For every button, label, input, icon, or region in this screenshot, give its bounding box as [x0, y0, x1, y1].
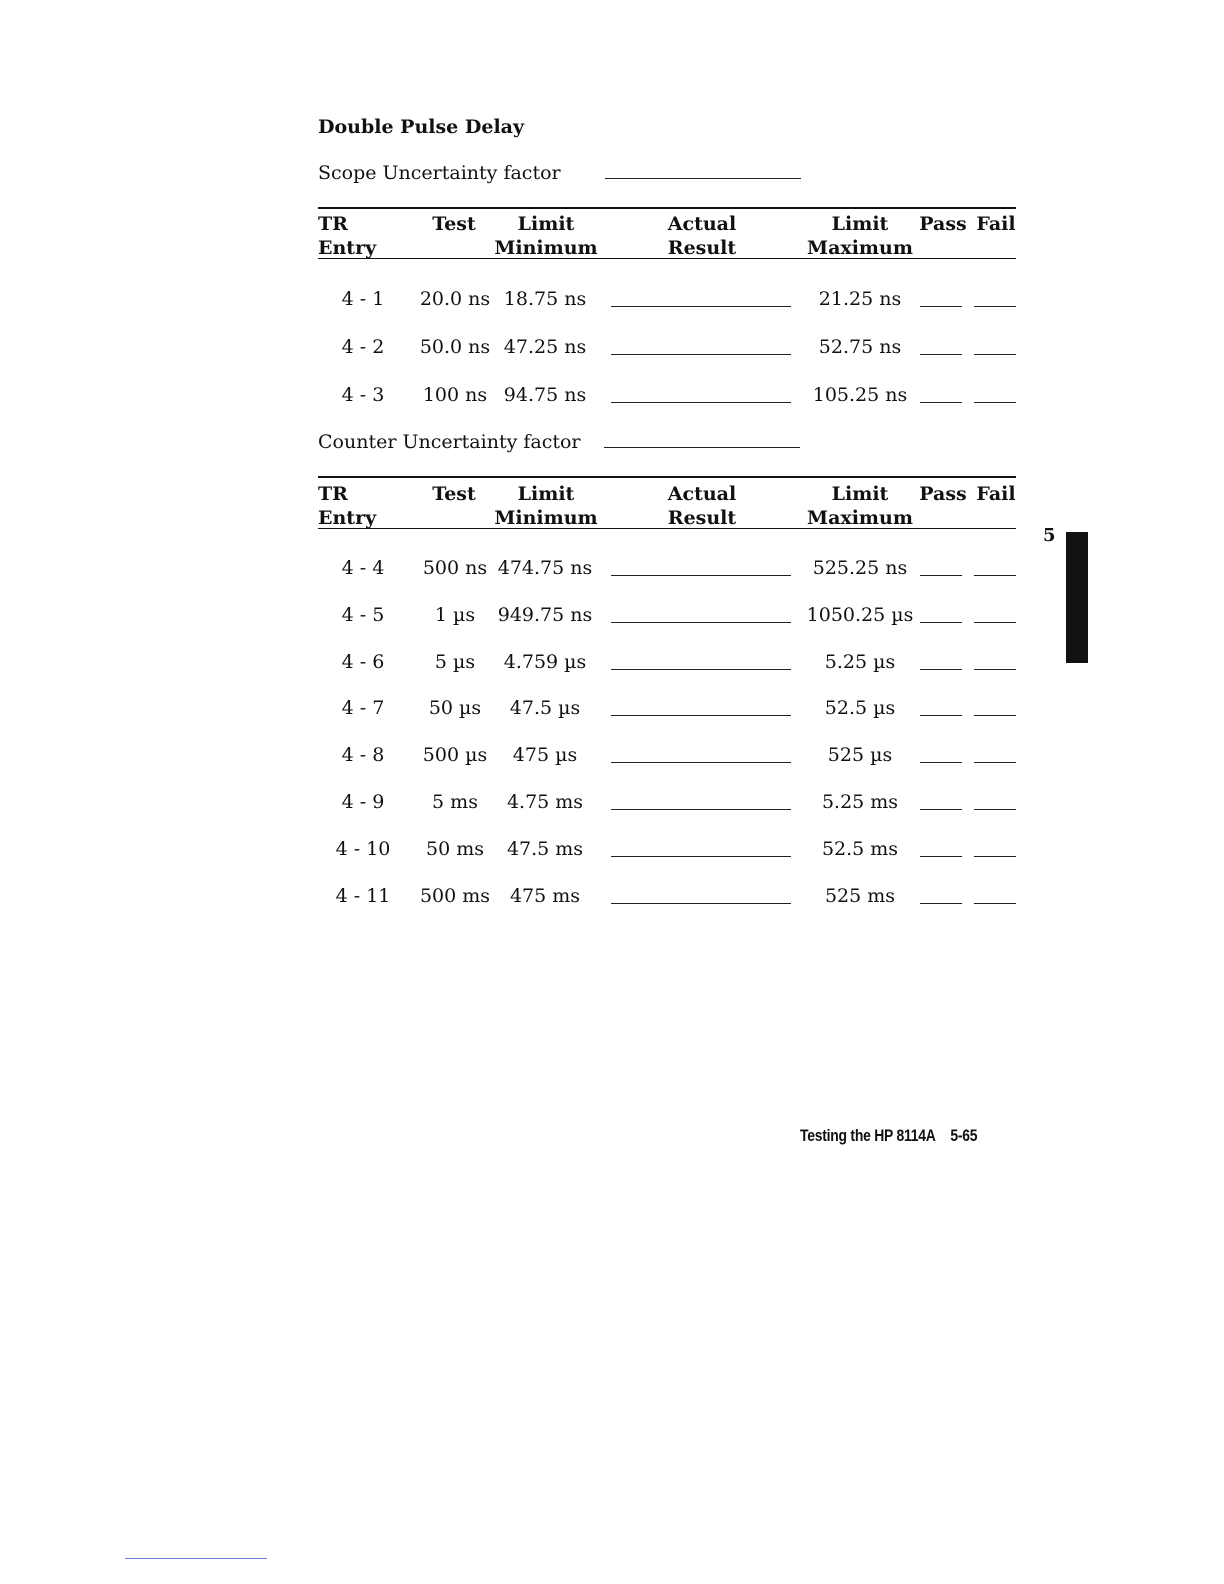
fail-blank[interactable] [974, 715, 1016, 716]
limit-maximum-cell: 1050.25 µs [806, 603, 914, 626]
tr-entry-cell: 4 - 8 [341, 744, 385, 767]
test-value-cell: 5 ms [432, 791, 478, 813]
limit-maximum-cell: 525 ms [824, 884, 896, 907]
test-value-cell: 20.0 ns [419, 288, 491, 310]
tr-entry-cell: 4 - 4 [341, 557, 385, 579]
actual-result-blank[interactable] [611, 306, 791, 307]
fail-blank[interactable] [974, 903, 1016, 904]
test-value-cell: 500 ns [422, 557, 488, 579]
limit-minimum-cell: 949.75 ns [497, 603, 593, 626]
actual-result-blank[interactable] [611, 622, 791, 623]
fail-blank[interactable] [974, 669, 1016, 670]
tr-entry-cell: 4 - 6 [341, 650, 385, 673]
test-value-cell: 500 ms [419, 884, 491, 907]
tr-entry-cell: 4 - 1 [341, 288, 385, 310]
pass-blank[interactable] [920, 622, 962, 623]
pass-blank[interactable] [920, 856, 962, 857]
counter-table-header-rule [318, 528, 1016, 529]
pass-blank[interactable] [920, 669, 962, 670]
limit-maximum-cell: 5.25 µs [824, 650, 896, 673]
limit-minimum-cell: 18.75 ns [503, 288, 587, 310]
counter-header-subtext: Maximum [807, 507, 913, 529]
counter-header-text: Actual [667, 483, 737, 505]
scope-table-top-rule [318, 207, 1016, 209]
scope-header-tr-entry [318, 212, 412, 260]
limit-minimum-cell: 47.5 ms [506, 837, 584, 860]
scope-header-limit-min [492, 212, 600, 260]
fail-blank[interactable] [974, 575, 1016, 576]
limit-maximum-cell: 105.25 ns [812, 384, 908, 406]
counter-header-actual [648, 482, 756, 530]
test-value-cell: 50.0 ns [419, 336, 491, 358]
scope-factor-blank[interactable] [605, 178, 801, 179]
fail-blank[interactable] [974, 809, 1016, 810]
fail-blank[interactable] [974, 402, 1016, 403]
scope-header-text: Limit [831, 213, 889, 235]
actual-result-blank[interactable] [611, 856, 791, 857]
scope-header-actual [648, 212, 756, 260]
tr-entry-cell: 4 - 9 [341, 791, 385, 813]
counter-header-text: Limit [517, 483, 575, 505]
counter-header-pass [918, 482, 968, 506]
counter-header-text: Test [432, 483, 476, 505]
actual-result-blank[interactable] [611, 809, 791, 810]
section-title: Double Pulse Delay [318, 116, 525, 138]
scope-header-test [428, 212, 480, 236]
counter-header-limit-min [492, 482, 600, 530]
scope-header-text: Fail [976, 213, 1016, 235]
scope-header-text: TR Entry [318, 213, 377, 259]
pass-blank[interactable] [920, 354, 962, 355]
limit-maximum-cell: 52.5 µs [824, 697, 896, 720]
tr-entry-cell: 4 - 2 [341, 336, 385, 358]
limit-minimum-cell: 94.75 ns [503, 384, 587, 406]
test-value-cell: 1 µs [434, 603, 476, 626]
tr-entry-cell: 4 - 7 [341, 697, 385, 720]
counter-header-tr-entry [318, 482, 412, 530]
pass-blank[interactable] [920, 306, 962, 307]
counter-header-subtext: Result [667, 507, 737, 529]
actual-result-blank[interactable] [611, 354, 791, 355]
actual-result-blank[interactable] [611, 903, 791, 904]
tr-entry-cell: 4 - 11 [335, 884, 391, 907]
actual-result-blank[interactable] [611, 669, 791, 670]
scope-header-fail [974, 212, 1018, 236]
pass-blank[interactable] [920, 575, 962, 576]
actual-result-blank[interactable] [611, 402, 791, 403]
scope-header-text: Limit [517, 213, 575, 235]
pass-blank[interactable] [920, 762, 962, 763]
limit-maximum-cell: 525 µs [827, 744, 893, 767]
limit-maximum-cell: 5.25 ms [821, 791, 899, 813]
scope-table-header-rule [318, 258, 1016, 259]
chapter-tab-number: 5 [1043, 525, 1056, 546]
scope-header-text: Pass [919, 213, 967, 235]
test-value-cell: 5 µs [434, 650, 476, 673]
counter-header-text: TR Entry [318, 483, 377, 529]
counter-header-fail [974, 482, 1018, 506]
limit-minimum-cell: 47.5 µs [509, 697, 581, 720]
counter-header-subtext: Minimum [494, 507, 598, 529]
pass-blank[interactable] [920, 402, 962, 403]
scope-header-subtext: Minimum [494, 237, 598, 259]
counter-header-limit-max [806, 482, 914, 530]
actual-result-blank[interactable] [611, 575, 791, 576]
tr-entry-cell: 4 - 5 [341, 603, 385, 626]
chapter-tab-marker [1066, 532, 1088, 663]
counter-header-test [428, 482, 480, 506]
counter-header-text: Pass [919, 483, 967, 505]
tr-entry-cell: 4 - 10 [335, 837, 391, 860]
test-value-cell: 50 µs [428, 697, 482, 720]
scope-header-limit-max [806, 212, 914, 260]
tr-entry-cell: 4 - 3 [341, 384, 385, 406]
footer-title: Testing the HP 8114A [800, 1126, 936, 1145]
limit-minimum-cell: 474.75 ns [497, 557, 593, 579]
pass-blank[interactable] [920, 715, 962, 716]
limit-minimum-cell: 4.75 ms [506, 791, 584, 813]
counter-header-text: Fail [976, 483, 1016, 505]
pass-blank[interactable] [920, 903, 962, 904]
counter-factor-blank[interactable] [604, 447, 800, 448]
limit-minimum-cell: 475 ms [509, 884, 581, 907]
limit-maximum-cell: 52.5 ms [821, 837, 899, 860]
scope-header-subtext: Result [667, 237, 737, 259]
fail-blank[interactable] [974, 354, 1016, 355]
footer-page-number: 5-65 [950, 1126, 978, 1145]
test-value-cell: 500 µs [422, 744, 488, 767]
fail-blank[interactable] [974, 856, 1016, 857]
limit-maximum-cell: 525.25 ns [812, 557, 908, 579]
scope-header-text: Actual [667, 213, 737, 235]
scope-header-pass [918, 212, 968, 236]
counter-table-top-rule [318, 476, 1016, 478]
scope-header-subtext: Maximum [807, 237, 913, 259]
fail-blank[interactable] [974, 762, 1016, 763]
limit-minimum-cell: 4.759 µs [503, 650, 587, 673]
actual-result-blank[interactable] [611, 715, 791, 716]
page-footer [800, 1126, 977, 1146]
test-value-cell: 100 ns [422, 384, 488, 406]
test-value-cell: 50 ms [426, 837, 484, 860]
limit-minimum-cell: 475 µs [512, 744, 578, 767]
pass-blank[interactable] [920, 809, 962, 810]
counter-header-text: Limit [831, 483, 889, 505]
scope-factor-label: Scope Uncertainty factor [318, 162, 561, 184]
bottom-link-line [125, 1558, 267, 1559]
scope-header-text: Test [432, 213, 476, 235]
limit-minimum-cell: 47.25 ns [503, 336, 587, 358]
limit-maximum-cell: 52.75 ns [818, 336, 902, 358]
fail-blank[interactable] [974, 306, 1016, 307]
fail-blank[interactable] [974, 622, 1016, 623]
limit-maximum-cell: 21.25 ns [818, 288, 902, 310]
actual-result-blank[interactable] [611, 762, 791, 763]
counter-factor-label: Counter Uncertainty factor [318, 431, 581, 453]
